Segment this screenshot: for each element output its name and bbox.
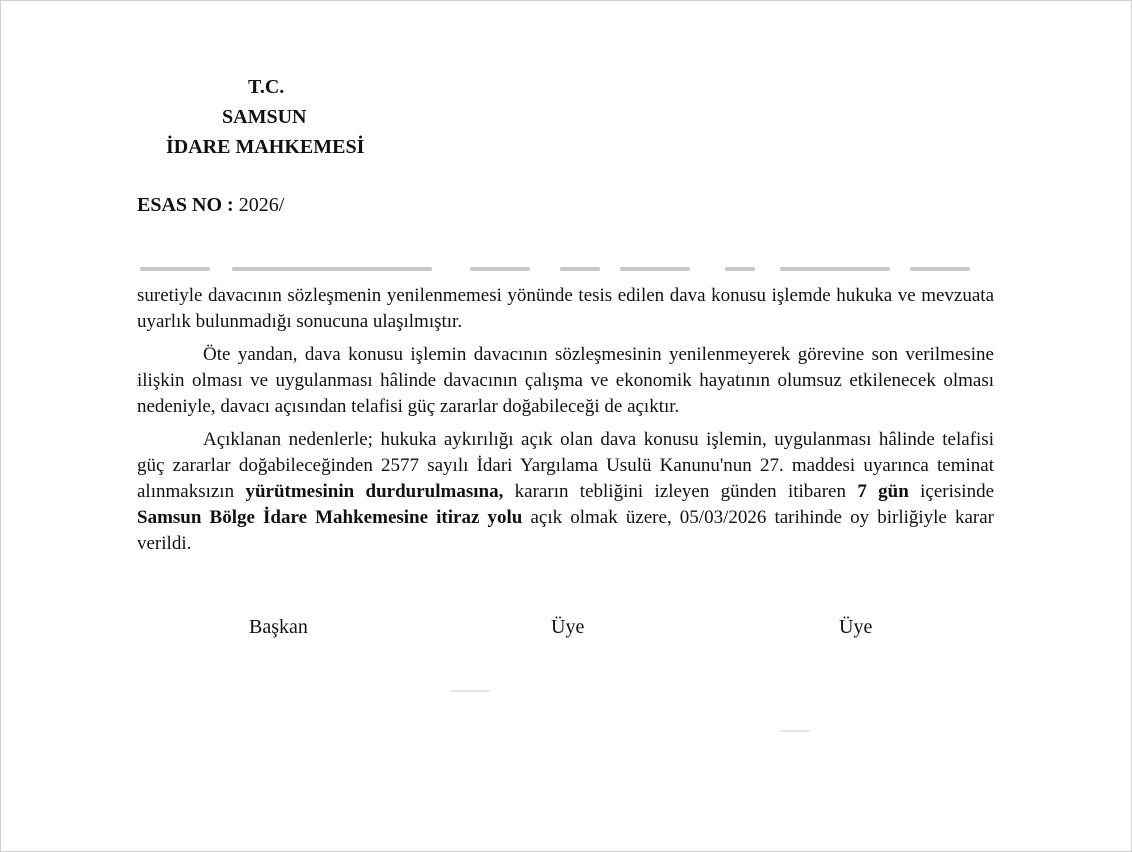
paragraph-3-bold-appeal: Samsun Bölge İdare Mahkemesine itiraz yolu (137, 507, 523, 528)
case-number (137, 194, 284, 217)
signature-row (0, 616, 1132, 656)
header-court-name: İDARE MAHKEMESİ (166, 136, 365, 158)
faint-scan-mark (450, 690, 490, 692)
signature-member-1: Üye (551, 616, 585, 638)
decision-body (137, 283, 994, 564)
paragraph-3-text-3: içerisinde (908, 481, 995, 502)
paragraph-2: Öte yandan, dava konusu işlemin davacının sözleşmesinin yenilenmeyerek görevine son verilmesine ilişkin olması ve uygulanması hâlinde davacının çalışma ve ekonomik hayatının olumsuz etkilenecek olması nedeniyle, davacı açısından telafisi güç zararlar doğabileceği de açıktır. (137, 344, 994, 417)
paragraph-3-text-4: açık olmak üzere, 05/03/2026 tarihinde oy birliğiyle karar verildi. (137, 507, 994, 554)
paragraph-3-text-2: kararın tebliğini izleyen günden itibaren (503, 481, 858, 502)
paragraph-3-bold-stay: yürütmesinin durdurulmasına, (245, 481, 504, 502)
signature-member-2: Üye (839, 616, 873, 638)
paragraph-3-text-1: Açıklanan nedenlerle; hukuka aykırılığı açık olan dava konusu işlemin, uygulanması hâlinde telafisi güç zararlar doğabileceğinden 2577 sayılı İdari Yargılama Usulü Kanunu'nun 27. maddesi uyarınca teminat alınmaksızın (137, 429, 994, 502)
header-city: SAMSUN (222, 106, 307, 128)
paragraph-3-bold-days: 7 gün (857, 481, 909, 502)
signature-chair: Başkan (249, 616, 308, 638)
case-number-value: 2026/ (238, 194, 285, 216)
redacted-text-line (140, 264, 990, 274)
case-number-label: ESAS NO : (137, 194, 234, 216)
paragraph-1: suretiyle davacının sözleşmenin yenilenmemesi yönünde tesis edilen dava konusu işlemde hukuka ve mevzuata uyarlık bulunmadığı sonucuna ulaşılmıştır. (137, 285, 994, 332)
header-tc: T.C. (248, 76, 285, 98)
faint-scan-mark (780, 730, 810, 732)
paragraph-3 (137, 427, 994, 557)
